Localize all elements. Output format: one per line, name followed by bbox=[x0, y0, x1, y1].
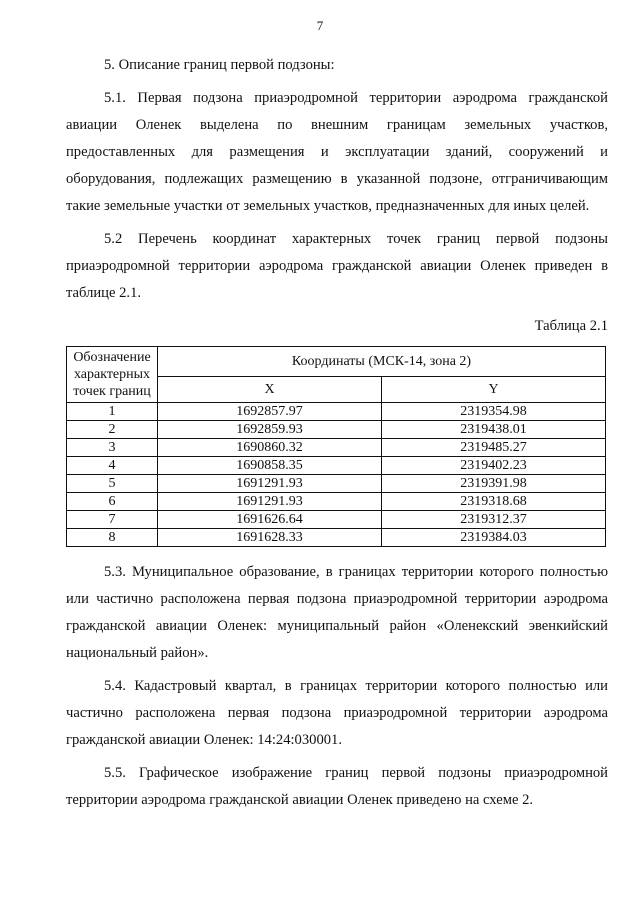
paragraph-5-4: 5.4. Кадастровый квартал, в границах территории которого полностью или частично расположена первая подзона приаэродромной территории аэродрома гражданской авиации Оленек: 14:24:030001. bbox=[66, 678, 608, 748]
y-cell: 2319402.23 bbox=[382, 457, 606, 475]
table-body bbox=[67, 403, 606, 547]
point-cell: 3 bbox=[67, 439, 158, 457]
page-number: 7 bbox=[316, 18, 324, 33]
header-y: Y bbox=[382, 377, 606, 403]
y-cell: 2319312.37 bbox=[382, 511, 606, 529]
x-cell: 1692859.93 bbox=[158, 421, 382, 439]
paragraph-5-1: 5.1. Первая подзона приаэродромной территории аэродрома гражданской авиации Оленек выделена по внешним границам земельных участков, предоставленных для размещения и эксплуатации зданий, сооружений и оборудования, подлежащих размещению в указанной подзоне, отграничивающим такие земельные участки от земельных участков, предназначенных для иных целей. bbox=[66, 90, 608, 214]
section-heading: 5. Описание границ первой подзоны: bbox=[104, 57, 335, 73]
point-cell: 5 bbox=[67, 475, 158, 493]
y-cell: 2319391.98 bbox=[382, 475, 606, 493]
point-cell: 6 bbox=[67, 493, 158, 511]
table-row bbox=[67, 493, 606, 511]
paragraph-5-5: 5.5. Графическое изображение границ первой подзоны приаэродромной территории аэродрома гражданской авиации Оленек приведено на схеме 2. bbox=[66, 765, 608, 808]
document-body bbox=[66, 52, 608, 814]
x-cell: 1690858.35 bbox=[158, 457, 382, 475]
y-cell: 2319318.68 bbox=[382, 493, 606, 511]
y-cell: 2319354.98 bbox=[382, 403, 606, 421]
table-row bbox=[67, 421, 606, 439]
table-row bbox=[67, 457, 606, 475]
header-coordinates: Координаты (МСК-14, зона 2) bbox=[158, 347, 606, 377]
coordinates-table bbox=[66, 346, 606, 547]
table-row bbox=[67, 439, 606, 457]
point-cell: 1 bbox=[67, 403, 158, 421]
x-cell: 1690860.32 bbox=[158, 439, 382, 457]
point-cell: 2 bbox=[67, 421, 158, 439]
point-cell: 8 bbox=[67, 529, 158, 547]
point-cell: 4 bbox=[67, 457, 158, 475]
x-cell: 1691628.33 bbox=[158, 529, 382, 547]
table-caption: Таблица 2.1 bbox=[534, 318, 608, 334]
table-row bbox=[67, 475, 606, 493]
point-cell: 7 bbox=[67, 511, 158, 529]
paragraph-5-2: 5.2 Перечень координат характерных точек границ первой подзоны приаэродромной территории аэродрома гражданской авиации Оленек приведен в таблице 2.1. bbox=[66, 231, 608, 301]
table-row bbox=[67, 529, 606, 547]
header-point-label: Обозначение характерных точек границ bbox=[67, 347, 158, 403]
y-cell: 2319438.01 bbox=[382, 421, 606, 439]
y-cell: 2319384.03 bbox=[382, 529, 606, 547]
paragraph-5-3: 5.3. Муниципальное образование, в границах территории которого полностью или частично расположена первая подзона приаэродромной территории аэродрома гражданской авиации Оленек: муниципальный район «Оленекский эвенкийский национальный район». bbox=[66, 564, 608, 661]
y-cell: 2319485.27 bbox=[382, 439, 606, 457]
x-cell: 1691626.64 bbox=[158, 511, 382, 529]
table-row bbox=[67, 403, 606, 421]
x-cell: 1691291.93 bbox=[158, 475, 382, 493]
x-cell: 1692857.97 bbox=[158, 403, 382, 421]
x-cell: 1691291.93 bbox=[158, 493, 382, 511]
header-x: X bbox=[158, 377, 382, 403]
table-row bbox=[67, 511, 606, 529]
